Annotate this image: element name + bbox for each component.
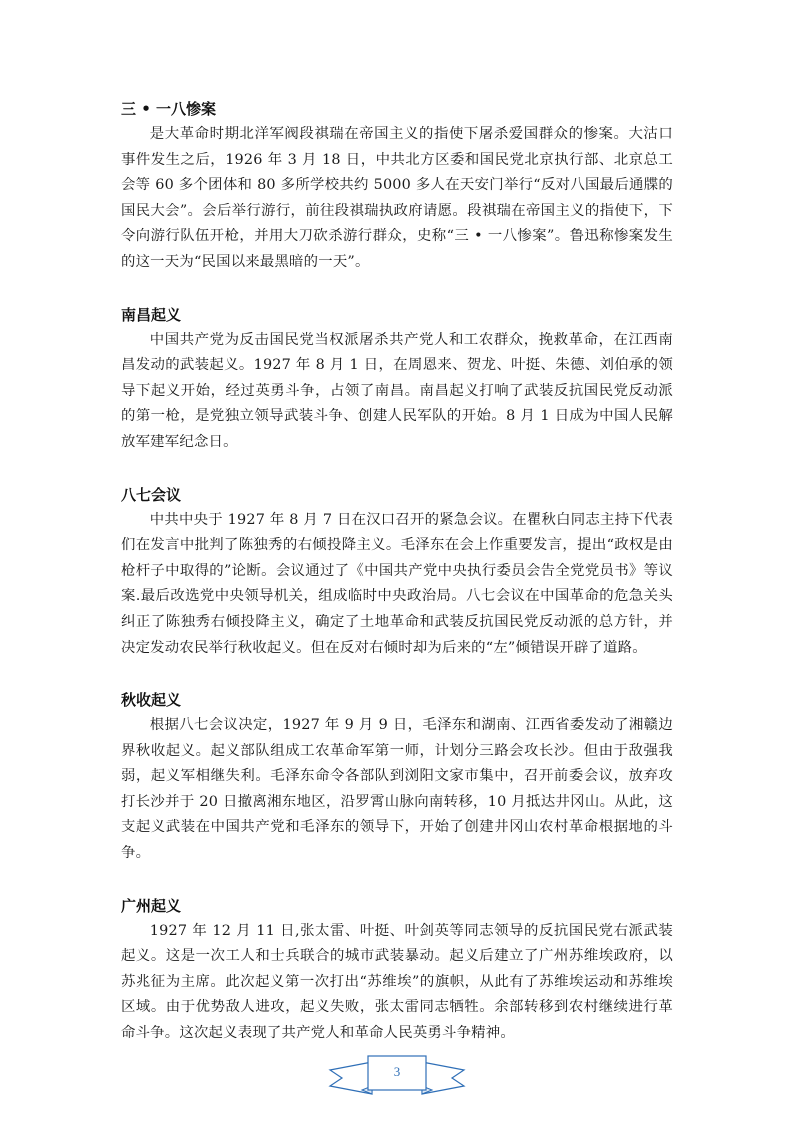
section-heading: 秋收起义: [121, 691, 182, 710]
section-paragraph: 中共中央于 1927 年 8 月 7 日在汉口召开的紧急会议。在瞿秋白同志主持下代表们在发言中批判了陈独秀的右倾投降主义。毛泽东在会上作重要发言，提出“政权是由枪杆子中取得的”论断。会议通过了《中国共产党中央执行委员会告全党党员书》等议案.最后改选党中央领导机关，组成临时中央政治局。八七会议在中国革命的危急关头纠正了陈独秀右倾投降主义，确定了土地革命和武装反抗国民党反动派的总方针，并决定发动农民举行秋收起义。但在反对右倾时却为后来的“左”倾错误开辟了道路。: [121, 511, 673, 656]
section-march-18-massacre: [121, 96, 673, 276]
section-paragraph: 中国共产党为反击国民党当权派屠杀共产党人和工农群众，挽救革命，在江西南昌发动的武装起义。1927 年 8 月 1 日，在周恩来、贺龙、叶挺、朱德、刘伯承的领导下起义开始，经过英勇斗争，占领了南昌。南昌起义打响了武装反抗国民党反动派的第一枪，是党独立领导武装斗争、创建人民军队的开始。8 月 1 日成为中国人民解放军建军纪念日。: [121, 331, 673, 450]
section-heading: 广州起义: [121, 896, 182, 915]
section-paragraph: 根据八七会议决定，1927 年 9 月 9 日，毛泽东和湖南、江西省委发动了湘赣边界秋收起义。起义部队组成工农革命军第一师，计划分三路会攻长沙。但由于敌强我弱，起义军相继失利。毛泽东命令各部队到浏阳文家市集中，召开前委会议，放弃攻打长沙并于 20 日撤离湘东地区，沿罗霄山脉向南转移，10 月抵达井冈山。从此，这支起义武装在中国共产党和毛泽东的领导下，开始了创建井冈山农村革命根据地的斗争。: [121, 717, 673, 862]
section-autumn-harvest-uprising: [121, 687, 673, 867]
page-footer: [328, 1050, 466, 1100]
page-number: 3: [393, 1064, 401, 1079]
section-paragraph: 1927 年 12 月 11 日,张太雷、叶挺、叶剑英等同志领导的反抗国民党右派武装起义。这是一次工人和士兵联合的城市武装暴动。起义后建立了广州苏维埃政府，以苏兆征为主席。此次起义第一次打出“苏维埃”的旗帜，从此有了苏维埃运动和苏维埃区域。由于优势敌人进攻，起义失败，张太雷同志牺牲。余部转移到农村继续进行革命斗争。这次起义表现了共产党人和革命人民英勇斗争精神。: [121, 922, 673, 1042]
document-body: [121, 96, 673, 1047]
section-heading: 三 • 一八惨案: [121, 100, 217, 118]
section-paragraph: 是大革命时期北洋军阀段祺瑞在帝国主义的指使下屠杀爱国群众的惨案。大沽口事件发生之后，1926 年 3 月 18 日，中共北方区委和国民党北京执行部、北京总工会等 60 多个团体和 80 多所学校共约 5000 多人在天安门举行“反对八国最后通牒的国民大会”。会后举行游行，前往段祺瑞执政府请愿。段祺瑞在帝国主义的指使下，下令向游行队伍开枪，并用大刀砍杀游行群众，史称“三 • 一八惨案”。鲁迅称惨案发生的这一天为“民国以来最黑暗的一天”。: [121, 126, 673, 270]
section-nanchang-uprising: [121, 302, 673, 456]
section-guangzhou-uprising: [121, 893, 673, 1047]
section-heading: 八七会议: [121, 485, 182, 504]
section-heading: 南昌起义: [121, 305, 182, 324]
section-august-7-meeting: [121, 482, 673, 662]
